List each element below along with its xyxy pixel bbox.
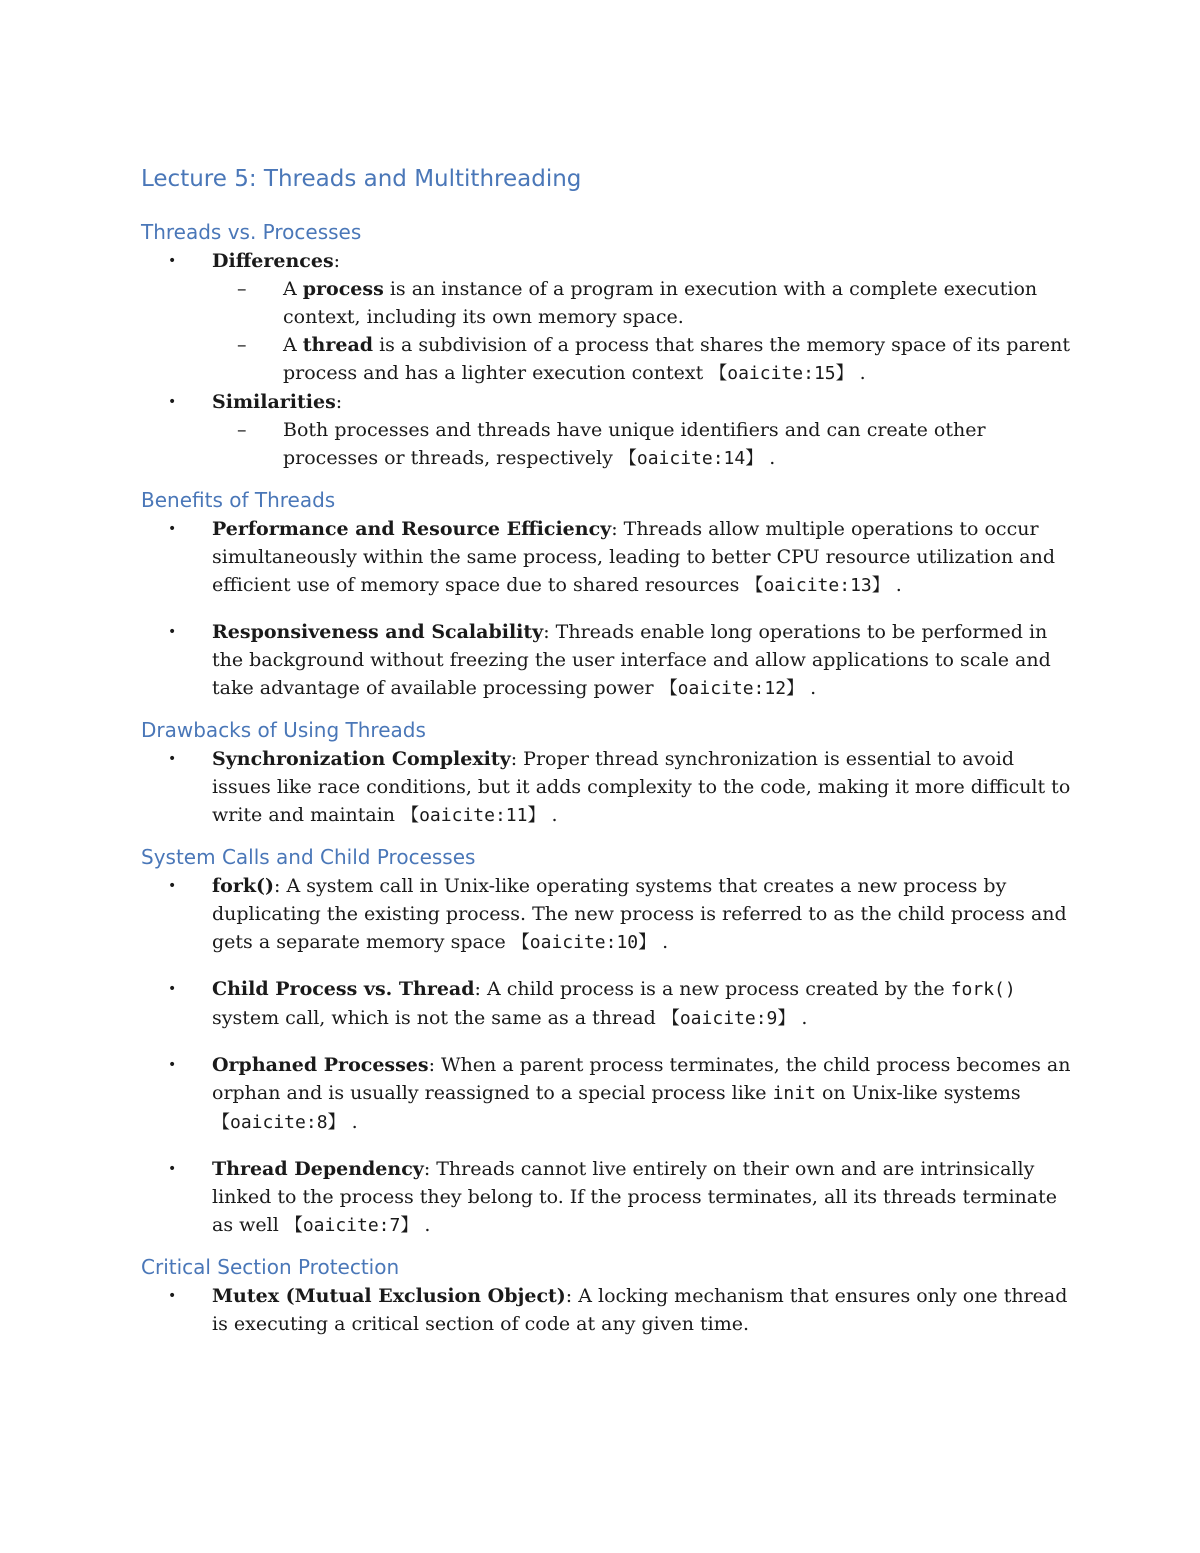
term: Orphaned Processes — [212, 1054, 429, 1076]
section-heading: System Calls and Child Processes — [141, 845, 476, 869]
section-heading: Benefits of Threads — [141, 488, 336, 512]
sub-list — [212, 416, 1071, 473]
inline-code: fork() — [950, 979, 1016, 1000]
bullet-icon: • — [168, 1161, 177, 1177]
bullet-list — [141, 515, 1071, 703]
section-heading: Critical Section Protection — [141, 1255, 400, 1279]
citation: 【oaicite:9】 — [661, 1008, 796, 1029]
bullet-icon: • — [168, 981, 177, 997]
term: process — [302, 278, 384, 300]
section-critical-section — [141, 1252, 1071, 1338]
section-heading: Threads vs. Processes — [141, 220, 362, 244]
sub-list-item: – A process is an instance of a program in execution with a complete execution context, including its own memory space. — [212, 275, 1071, 331]
term: thread — [302, 334, 374, 356]
citation: 【oaicite:7】 — [284, 1215, 419, 1236]
citation: 【oaicite:8】 — [212, 1112, 346, 1133]
bullet-icon: • — [168, 878, 177, 894]
bullet-icon: • — [168, 624, 177, 640]
citation: 【oaicite:12】 — [659, 678, 805, 699]
list-item: • Responsiveness and Scalability: Threads enable long operations to be performed in the background without freezing the user interface and allow applications to scale and take advantage of available processing power 【oaicite:12】 . — [141, 618, 1071, 703]
citation: 【oaicite:13】 — [745, 575, 890, 596]
citation: 【oaicite:10】 — [511, 932, 657, 953]
list-item: • Synchronization Complexity: Proper thread synchronization is essential to avoid issues like race conditions, but it adds complexity to the code, making it more difficult to write and maintain 【oaicite:11】 . — [141, 745, 1071, 830]
bullet-icon: • — [168, 394, 177, 410]
section-system-calls — [141, 842, 1071, 1240]
citation: 【oaicite:14】 — [618, 448, 764, 469]
term: fork() — [212, 875, 275, 897]
list-item: • Child Process vs. Thread: A child process is a new process created by the fork() system call, which is not the same as a thread 【oaicite:9】 . — [141, 975, 1071, 1033]
bullet-icon: • — [168, 1057, 177, 1073]
inline-code: init — [772, 1083, 816, 1104]
bullet-icon: • — [168, 1288, 177, 1304]
bullet-list — [141, 247, 1071, 473]
citation: 【oaicite:15】 — [709, 363, 854, 384]
item-label: Differences — [212, 250, 334, 272]
section-drawbacks — [141, 715, 1071, 830]
list-item: • Performance and Resource Efficiency: Threads allow multiple operations to occur simultaneously within the same process, leading to better CPU resource utilization and efficient use of memory space due to shared resources 【oaicite:13】 . — [141, 515, 1071, 600]
term: Thread Dependency — [212, 1158, 424, 1180]
item-label: Similarities — [212, 391, 336, 413]
list-item: • Differences: – A process is an instance of a program in execution with a complete execution context, including its own memory space. – A thread is a subdivision of a process that shares the memory space of its parent process and has a lighter execution context 【oaicite:15】 . — [141, 247, 1071, 388]
dash-icon: – — [237, 334, 247, 356]
bullet-list — [141, 1282, 1071, 1338]
sub-list-item: – Both processes and threads have unique identifiers and can create other processes or threads, respectively 【oaicite:14】 . — [212, 416, 1071, 473]
section-benefits — [141, 485, 1071, 703]
dash-icon: – — [237, 419, 247, 441]
page-title: Lecture 5: Threads and Multithreading — [141, 166, 582, 192]
bullet-icon: • — [168, 253, 177, 269]
list-item: • Orphaned Processes: When a parent process terminates, the child process becomes an orphan and is usually reassigned to a special process like init on Unix-like systems 【oaicite:8】 . — [141, 1051, 1071, 1137]
term: Mutex (Mutual Exclusion Object) — [212, 1285, 566, 1307]
dash-icon: – — [237, 278, 247, 300]
term: Responsiveness and Scalability — [212, 621, 544, 643]
list-item: • Similarities: – Both processes and threads have unique identifiers and can create other processes or threads, respectively 【oaicite:14】 . — [141, 388, 1071, 473]
list-item: • Thread Dependency: Threads cannot live entirely on their own and are intrinsically linked to the process they belong to. If the process terminates, all its threads terminate as well 【oaicite:7】 . — [141, 1155, 1071, 1240]
bullet-list — [141, 872, 1071, 1240]
citation: 【oaicite:11】 — [401, 805, 546, 826]
list-item: • fork(): A system call in Unix-like operating systems that creates a new process by duplicating the existing process. The new process is referred to as the child process and gets a separate memory space 【oaicite:10】 . — [141, 872, 1071, 957]
section-heading: Drawbacks of Using Threads — [141, 718, 426, 742]
bullet-icon: • — [168, 521, 177, 537]
document-content — [141, 163, 1071, 1350]
bullet-icon: • — [168, 751, 177, 767]
section-threads-vs-processes — [141, 217, 1071, 473]
bullet-list — [141, 745, 1071, 830]
list-item: • Mutex (Mutual Exclusion Object): A locking mechanism that ensures only one thread is executing a critical section of code at any given time. — [141, 1282, 1071, 1338]
sub-list — [212, 275, 1071, 388]
sub-list-item: – A thread is a subdivision of a process that shares the memory space of its parent process and has a lighter execution context 【oaicite:15】 . — [212, 331, 1071, 388]
term: Performance and Resource Efficiency — [212, 518, 612, 540]
term: Child Process vs. Thread — [212, 978, 475, 1000]
term: Synchronization Complexity — [212, 748, 511, 770]
